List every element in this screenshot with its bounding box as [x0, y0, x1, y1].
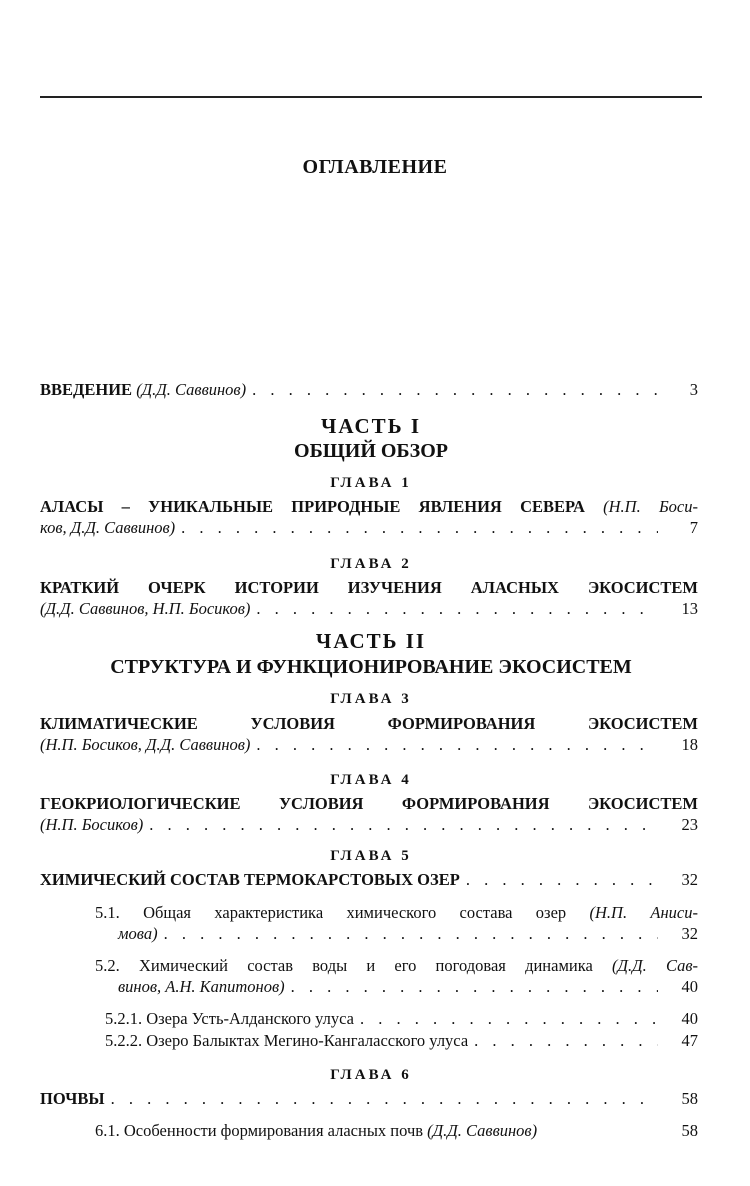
dot-leader: [256, 598, 658, 619]
page-number: 40: [681, 977, 698, 996]
entry-title: ПОЧВЫ: [40, 1089, 105, 1108]
dot-leader: [291, 976, 658, 997]
toc-entry-5-2-1[interactable]: [105, 1008, 698, 1029]
part-name: СТРУКТУРА И ФУНКЦИОНИРОВАНИЕ ЭКОСИСТЕМ: [110, 656, 632, 678]
dot-leader: [256, 734, 658, 755]
toc-entry-ch1[interactable]: [40, 496, 698, 517]
chapter-label: ГЛАВА 3: [330, 691, 412, 707]
page-number: 40: [681, 1009, 698, 1028]
chapter-label: ГЛАВА 6: [330, 1067, 412, 1083]
toc-entry-5-2-cont[interactable]: [118, 976, 698, 997]
dot-leader: [466, 869, 658, 890]
page-number: 32: [681, 924, 698, 943]
header-rule: [40, 96, 702, 98]
dot-leader: [360, 1008, 658, 1029]
entry-author: (Д.Д. Саввинов): [427, 1121, 538, 1140]
entry-title: 5.2.2. Озеро Балыктах Мегино-Кангаласского улуса: [105, 1031, 469, 1050]
toc-entry-5-1[interactable]: [95, 902, 698, 923]
toc-entry-ch3-cont[interactable]: [40, 734, 698, 755]
page-number: 3: [689, 380, 698, 399]
entry-title: АЛАСЫ – УНИКАЛЬНЫЕ ПРИРОДНЫЕ ЯВЛЕНИЯ СЕВЕРА: [40, 497, 585, 516]
chapter-label: ГЛАВА 2: [330, 556, 412, 572]
page-number: 13: [681, 599, 698, 618]
page-number: 58: [681, 1121, 698, 1140]
part-name: ОБЩИЙ ОБЗОР: [294, 440, 448, 462]
toc-entry-intro[interactable]: [40, 379, 698, 400]
entry-author: (Д.Д. Саввинов, Н.П. Босиков): [40, 599, 251, 618]
chapter-label: ГЛАВА 4: [330, 772, 412, 788]
chapter-label: ГЛАВА 1: [330, 475, 412, 491]
entry-title: 5.2.1. Озера Усть-Алданского улуса: [105, 1009, 354, 1028]
entry-author: (Н.П. Аниси-: [589, 903, 698, 922]
page-number: 58: [681, 1089, 698, 1108]
toc-entry-ch4-cont[interactable]: [40, 814, 698, 835]
dot-leader: [111, 1088, 658, 1109]
toc-entry-ch2[interactable]: КРАТКИЙ ОЧЕРК ИСТОРИИ ИЗУЧЕНИЯ АЛАСНЫХ ЭКОСИСТЕМ: [40, 578, 698, 597]
page-title: ОГЛАВЛЕНИЕ: [302, 156, 448, 178]
entry-title: ВВЕДЕНИЕ: [40, 380, 133, 399]
toc-entry-ch4[interactable]: ГЕОКРИОЛОГИЧЕСКИЕ УСЛОВИЯ ФОРМИРОВАНИЯ ЭКОСИСТЕМ: [40, 794, 698, 813]
toc-entry-5-1-cont[interactable]: [118, 923, 698, 944]
toc-entry-5-2-2[interactable]: [105, 1030, 698, 1051]
page-number: 32: [681, 870, 698, 889]
dot-leader: [252, 379, 658, 400]
entry-author: (Д.Д. Сав-: [612, 956, 698, 975]
toc-entry-ch6[interactable]: [40, 1088, 698, 1109]
page-number: 23: [681, 815, 698, 834]
entry-author: ков, Д.Д. Саввинов): [40, 518, 176, 537]
dot-leader: [164, 923, 658, 944]
dot-leader: [181, 517, 658, 538]
toc-entry-5-2[interactable]: [95, 955, 698, 976]
entry-author: (Н.П. Боси-: [603, 497, 699, 516]
chapter-label: ГЛАВА 5: [330, 848, 412, 864]
entry-author: (Д.Д. Саввинов): [136, 380, 247, 399]
toc-entry-ch5[interactable]: [40, 869, 698, 890]
dot-leader: [474, 1030, 658, 1051]
entry-author: мова): [118, 924, 158, 943]
toc-entry-ch1-cont[interactable]: [40, 517, 698, 538]
page-number: 7: [689, 518, 698, 537]
toc-entry-ch3[interactable]: КЛИМАТИЧЕСКИЕ УСЛОВИЯ ФОРМИРОВАНИЯ ЭКОСИСТЕМ: [40, 714, 698, 733]
toc-entry-ch2-cont[interactable]: [40, 598, 698, 619]
entry-author: винов, А.Н. Капитонов): [118, 977, 285, 996]
dot-leader: [149, 814, 658, 835]
part-label: ЧАСТЬ II: [315, 629, 427, 653]
entry-title: 6.1. Особенности формирования аласных почв: [95, 1121, 424, 1140]
toc-entry-6-1[interactable]: [95, 1120, 698, 1141]
entry-author: (Н.П. Босиков): [40, 815, 144, 834]
entry-title: ХИМИЧЕСКИЙ СОСТАВ ТЕРМОКАРСТОВЫХ ОЗЕР: [40, 870, 460, 889]
entry-title: 5.1. Общая характеристика химического состава озер: [95, 903, 567, 922]
part-label: ЧАСТЬ I: [320, 414, 421, 438]
page-number: 18: [681, 735, 698, 754]
entry-title: 5.2. Химический состав воды и его погодовая динамика: [95, 956, 593, 975]
entry-author: (Н.П. Босиков, Д.Д. Саввинов): [40, 735, 251, 754]
page-number: 47: [681, 1031, 698, 1050]
